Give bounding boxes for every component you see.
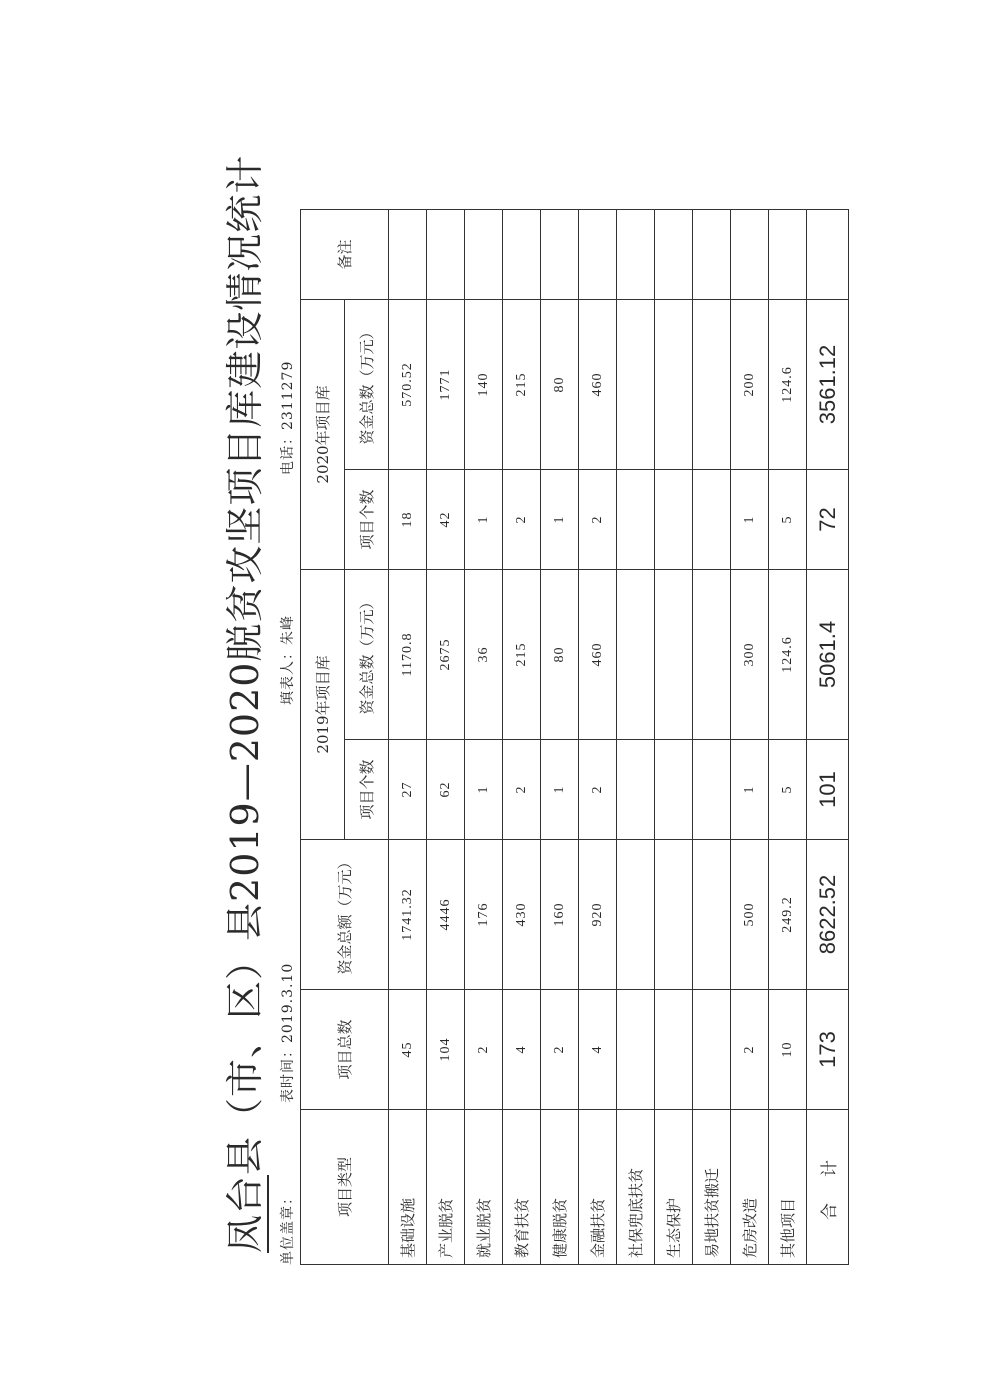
cell-total-count bbox=[655, 990, 693, 1110]
cell-total-count bbox=[693, 990, 731, 1110]
cell-2020-count: 1 bbox=[541, 470, 579, 570]
total-count: 173 bbox=[807, 990, 849, 1110]
cell-project-type: 健康脱贫 bbox=[541, 1110, 579, 1265]
header-total-amount: 资金总额（万元） bbox=[301, 840, 389, 990]
cell-remarks bbox=[465, 210, 503, 300]
cell-2020-amount: 140 bbox=[465, 300, 503, 470]
cell-2020-amount: 570.52 bbox=[389, 300, 427, 470]
cell-total-amount: 4446 bbox=[427, 840, 465, 990]
cell-2019-amount: 80 bbox=[541, 570, 579, 740]
cell-remarks bbox=[617, 210, 655, 300]
cell-2019-amount: 36 bbox=[465, 570, 503, 740]
cell-2020-count: 42 bbox=[427, 470, 465, 570]
cell-remarks bbox=[693, 210, 731, 300]
cell-2019-amount bbox=[655, 570, 693, 740]
cell-project-type: 基础设施 bbox=[389, 1110, 427, 1265]
table-row bbox=[655, 210, 693, 1265]
cell-2019-amount bbox=[617, 570, 655, 740]
cell-2019-amount: 215 bbox=[503, 570, 541, 740]
cell-2020-amount: 215 bbox=[503, 300, 541, 470]
cell-remarks bbox=[579, 210, 617, 300]
cell-2019-count bbox=[693, 740, 731, 840]
total-2020-count: 72 bbox=[807, 470, 849, 570]
cell-2020-amount bbox=[655, 300, 693, 470]
cell-remarks bbox=[427, 210, 465, 300]
total-row bbox=[807, 210, 849, 1265]
cell-total-count: 10 bbox=[769, 990, 807, 1110]
cell-2019-count: 5 bbox=[769, 740, 807, 840]
cell-2019-amount: 300 bbox=[731, 570, 769, 740]
cell-2019-count: 1 bbox=[465, 740, 503, 840]
rotated-document bbox=[220, 154, 840, 1265]
header-2019-library: 2019年项目库 bbox=[301, 570, 345, 840]
cell-total-count: 2 bbox=[541, 990, 579, 1110]
table-row bbox=[731, 210, 769, 1265]
cell-total-count: 4 bbox=[579, 990, 617, 1110]
cell-total-count: 4 bbox=[503, 990, 541, 1110]
filler-label: 填表人：朱峰 bbox=[280, 615, 296, 705]
table-row bbox=[769, 210, 807, 1265]
cell-total-amount bbox=[693, 840, 731, 990]
cell-total-amount: 160 bbox=[541, 840, 579, 990]
cell-2019-count bbox=[617, 740, 655, 840]
header-project-type: 项目类型 bbox=[301, 1110, 389, 1265]
cell-2020-count: 2 bbox=[503, 470, 541, 570]
cell-2019-amount: 124.6 bbox=[769, 570, 807, 740]
total-2020-amount: 3561.12 bbox=[807, 300, 849, 470]
table-row bbox=[541, 210, 579, 1265]
cell-2020-amount: 1771 bbox=[427, 300, 465, 470]
table-row bbox=[617, 210, 655, 1265]
cell-project-type: 就业脱贫 bbox=[465, 1110, 503, 1265]
cell-2019-amount: 2675 bbox=[427, 570, 465, 740]
cell-total-amount: 176 bbox=[465, 840, 503, 990]
cell-remarks bbox=[655, 210, 693, 300]
cell-2020-amount: 124.6 bbox=[769, 300, 807, 470]
cell-2019-count: 1 bbox=[541, 740, 579, 840]
cell-2020-count bbox=[617, 470, 655, 570]
header-total-count: 项目总数 bbox=[301, 990, 389, 1110]
cell-2020-count bbox=[655, 470, 693, 570]
cell-total-amount: 500 bbox=[731, 840, 769, 990]
cell-total-amount: 430 bbox=[503, 840, 541, 990]
cell-2019-count: 2 bbox=[579, 740, 617, 840]
table-row bbox=[503, 210, 541, 1265]
header-2019-amount: 资金总数（万元） bbox=[345, 570, 389, 740]
title-text: 县（市、区）县2019—2020脱贫攻坚项目库建设情况统计 bbox=[223, 154, 267, 1175]
cell-project-type: 易地扶贫搬迁 bbox=[693, 1110, 731, 1265]
cell-total-amount: 1741.32 bbox=[389, 840, 427, 990]
total-label: 合计 bbox=[807, 1110, 849, 1265]
cell-total-amount bbox=[655, 840, 693, 990]
cell-2019-count: 27 bbox=[389, 740, 427, 840]
header-remarks: 备注 bbox=[301, 210, 389, 300]
cell-total-count: 104 bbox=[427, 990, 465, 1110]
header-2020-amount: 资金总数（万元） bbox=[345, 300, 389, 470]
table-row bbox=[693, 210, 731, 1265]
cell-2020-amount: 200 bbox=[731, 300, 769, 470]
cell-2019-count: 62 bbox=[427, 740, 465, 840]
cell-2020-count: 2 bbox=[579, 470, 617, 570]
cell-2020-amount: 80 bbox=[541, 300, 579, 470]
cell-total-amount: 920 bbox=[579, 840, 617, 990]
table-row bbox=[465, 210, 503, 1265]
cell-2020-amount: 460 bbox=[579, 300, 617, 470]
cell-project-type: 产业脱贫 bbox=[427, 1110, 465, 1265]
cell-2020-count: 1 bbox=[465, 470, 503, 570]
total-2019-amount: 5061.4 bbox=[807, 570, 849, 740]
cell-remarks bbox=[389, 210, 427, 300]
cell-2020-count bbox=[693, 470, 731, 570]
cell-2020-amount bbox=[693, 300, 731, 470]
cell-remarks bbox=[769, 210, 807, 300]
cell-2020-count: 5 bbox=[769, 470, 807, 570]
table-row bbox=[579, 210, 617, 1265]
cell-remarks bbox=[731, 210, 769, 300]
table-row bbox=[427, 210, 465, 1265]
table-row bbox=[389, 210, 427, 1265]
cell-total-count: 2 bbox=[731, 990, 769, 1110]
cell-2019-amount: 460 bbox=[579, 570, 617, 740]
header-2020-count: 项目个数 bbox=[345, 470, 389, 570]
cell-2020-amount bbox=[617, 300, 655, 470]
cell-2020-count: 18 bbox=[389, 470, 427, 570]
cell-2019-count: 1 bbox=[731, 740, 769, 840]
cell-project-type: 社保兜底扶贫 bbox=[617, 1110, 655, 1265]
phone-label: 电话：2311279 bbox=[280, 360, 296, 475]
page-title bbox=[220, 154, 270, 1253]
cell-total-count: 45 bbox=[389, 990, 427, 1110]
header-2019-count: 项目个数 bbox=[345, 740, 389, 840]
cell-2019-amount: 1170.8 bbox=[389, 570, 427, 740]
total-remarks bbox=[807, 210, 849, 300]
cell-total-amount bbox=[617, 840, 655, 990]
total-2019-count: 101 bbox=[807, 740, 849, 840]
unit-stamp-label: 单位盖章： bbox=[280, 1190, 296, 1265]
cell-total-count bbox=[617, 990, 655, 1110]
cell-project-type: 金融扶贫 bbox=[579, 1110, 617, 1265]
total-amount: 8622.52 bbox=[807, 840, 849, 990]
cell-2020-count: 1 bbox=[731, 470, 769, 570]
cell-total-count: 2 bbox=[465, 990, 503, 1110]
cell-remarks bbox=[503, 210, 541, 300]
header-2020-library: 2020年项目库 bbox=[301, 300, 345, 570]
cell-project-type: 生态保护 bbox=[655, 1110, 693, 1265]
cell-2019-amount bbox=[693, 570, 731, 740]
county-name: 凤台 bbox=[223, 1174, 267, 1253]
fill-date-label: 表时间：2019.3.10 bbox=[280, 962, 296, 1103]
cell-project-type: 危房改造 bbox=[731, 1110, 769, 1265]
project-statistics-table bbox=[300, 209, 849, 1265]
cell-2019-count: 2 bbox=[503, 740, 541, 840]
cell-project-type: 其他项目 bbox=[769, 1110, 807, 1265]
cell-total-amount: 249.2 bbox=[769, 840, 807, 990]
cell-project-type: 教育扶贫 bbox=[503, 1110, 541, 1265]
cell-2019-count bbox=[655, 740, 693, 840]
cell-remarks bbox=[541, 210, 579, 300]
